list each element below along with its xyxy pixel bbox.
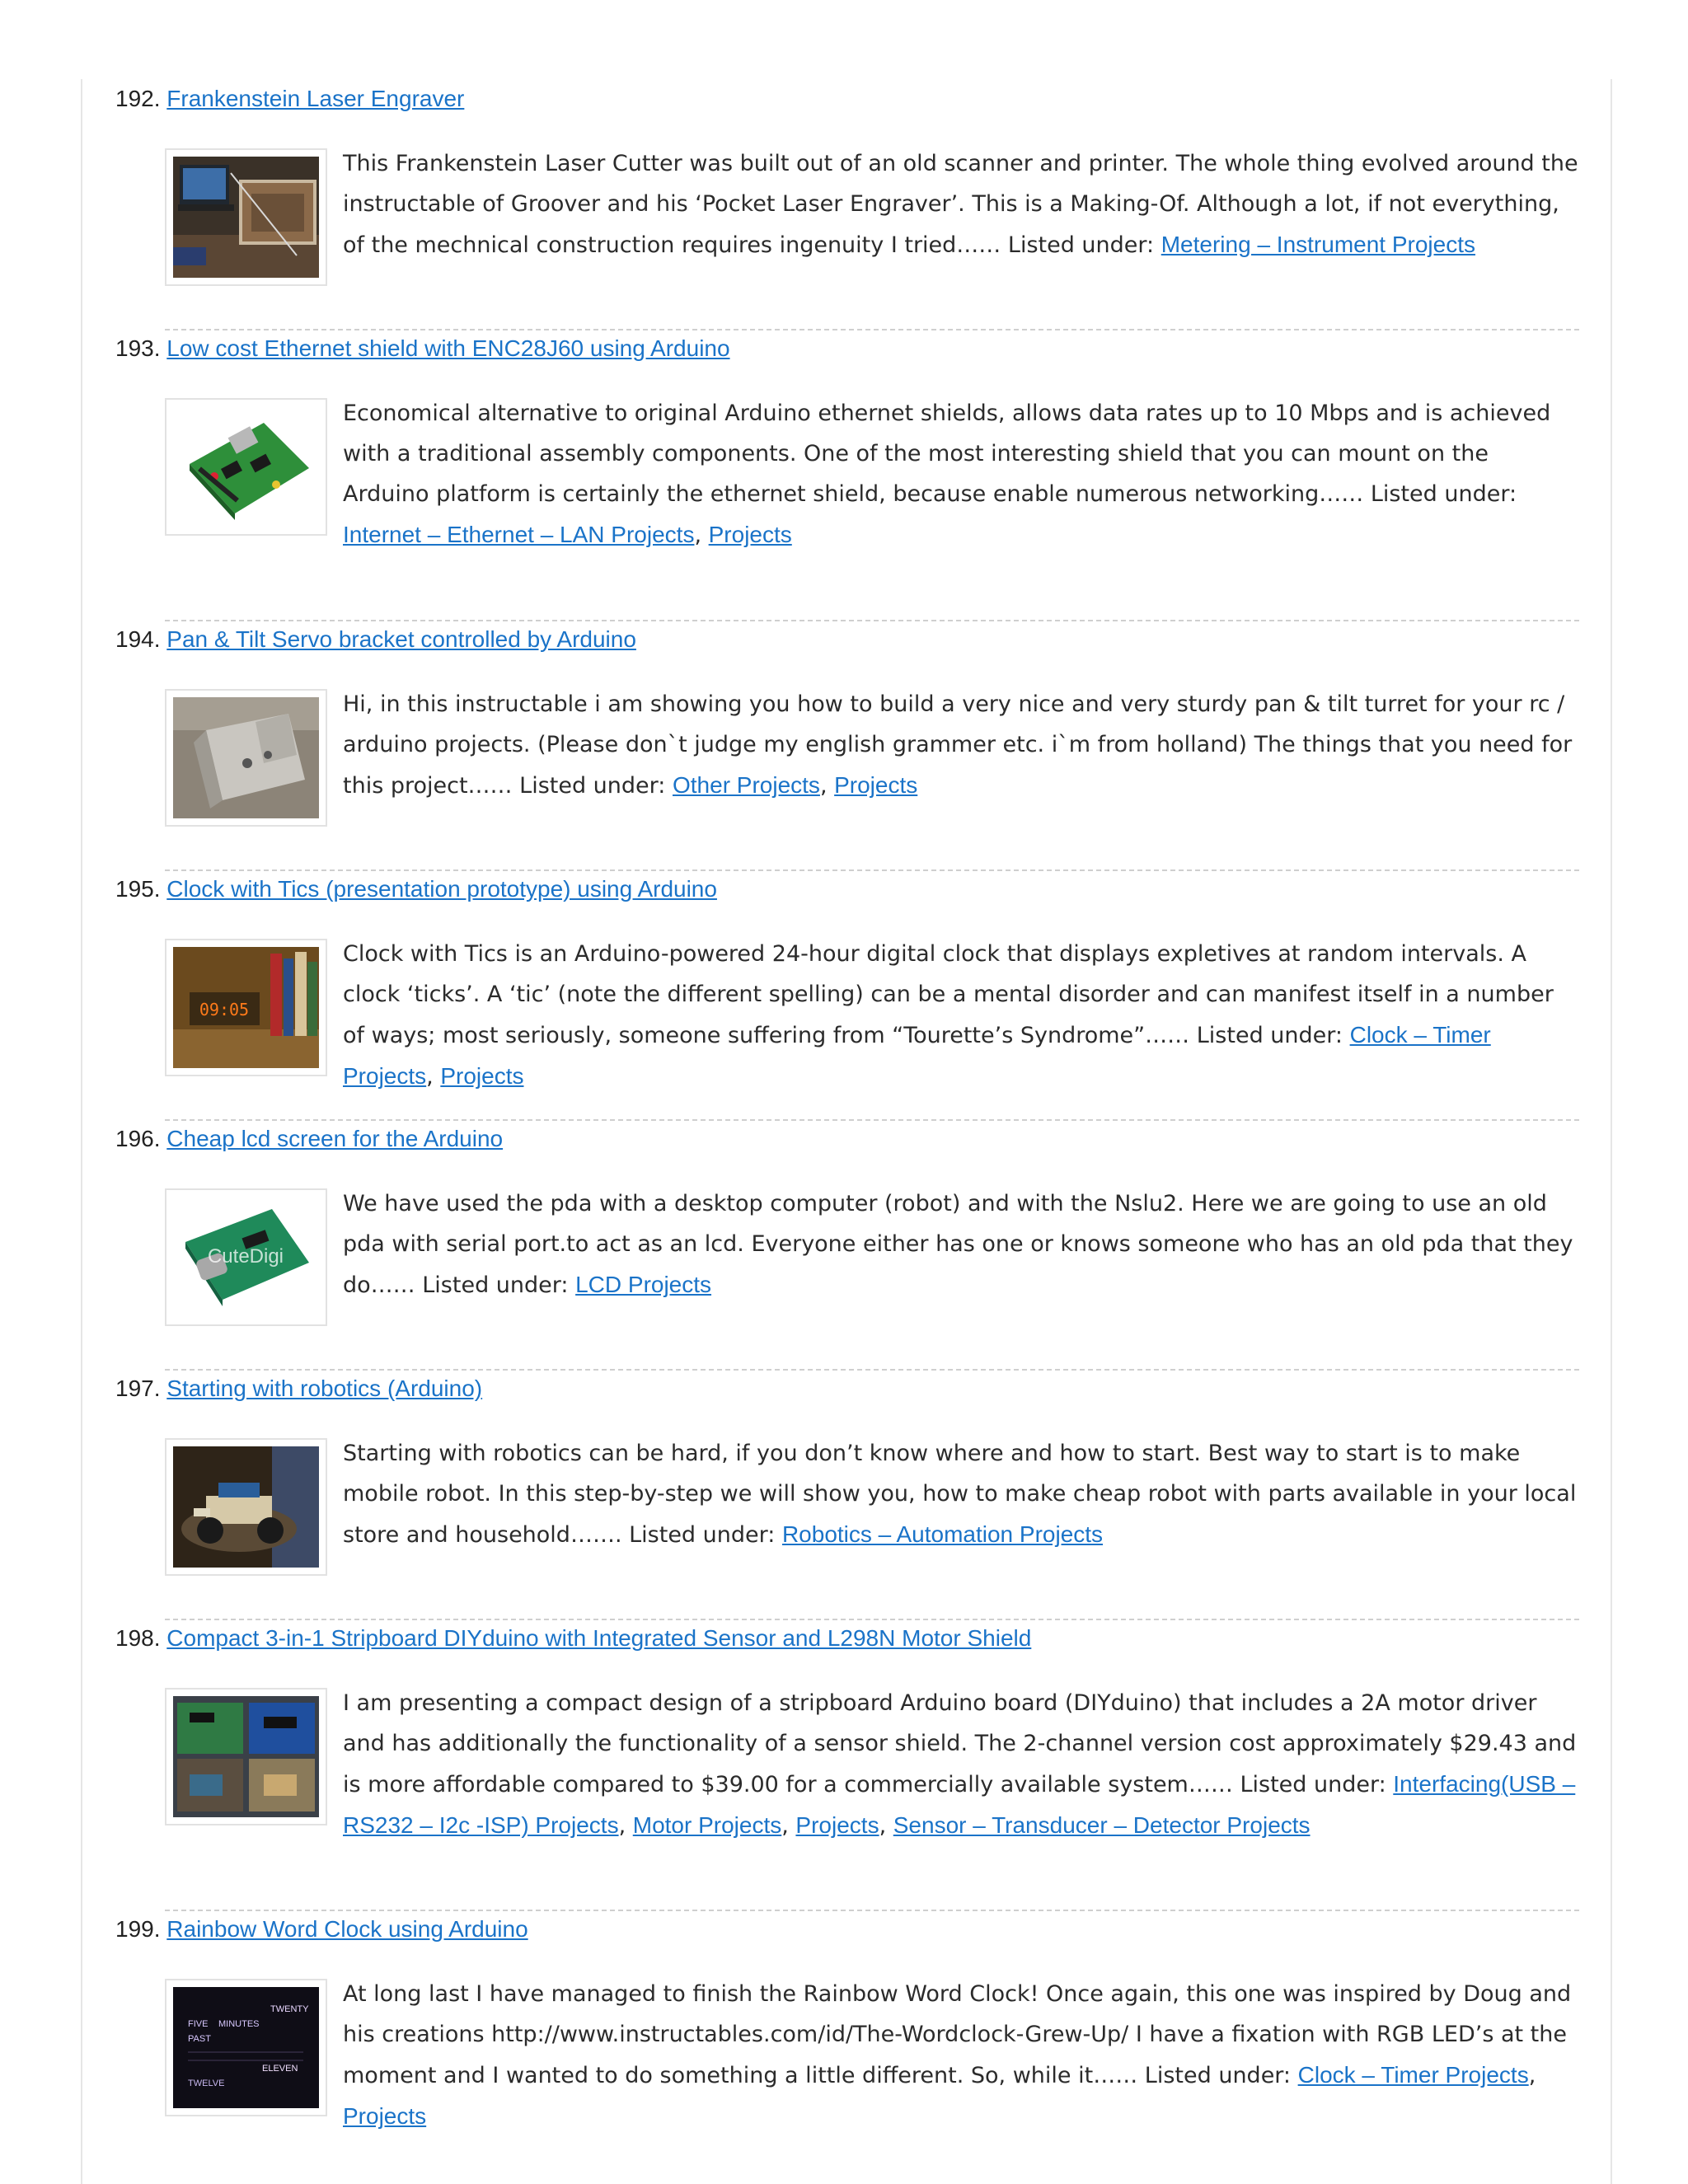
servo-bracket-photo [173, 697, 319, 818]
entry-title-link[interactable]: Frankenstein Laser Engraver [166, 86, 465, 111]
laser-engraver-photo [173, 157, 319, 278]
entry-number: 198. [115, 1625, 161, 1651]
category-link[interactable]: Robotics – Automation Projects [781, 1521, 1104, 1547]
entry-thumbnail[interactable] [165, 148, 327, 286]
list-item [115, 1619, 1579, 1910]
entry-number: 194. [115, 626, 161, 652]
entry-number: 193. [115, 335, 161, 361]
entry-thumbnail[interactable] [165, 689, 327, 827]
entry-number: 197. [115, 1376, 161, 1401]
entry-description: At long last I have managed to finish the Rainbow Word Clock! Once again, this one was inspired by Doug and his creations http://www.instructables.com/id/The-Wordclock-Grew-Up/ I have a fixation with RGB LED’s at the moment and I wanted to do something a little different. So, while it…… Listed under: Clock – Timer Projects, Projects [343, 1981, 1572, 2129]
entry-number: 199. [115, 1916, 161, 1942]
entry-thumbnail[interactable] [165, 398, 327, 536]
entry-heading [115, 1124, 503, 1154]
entry-title-link[interactable]: Starting with robotics (Arduino) [166, 1376, 483, 1401]
category-link[interactable]: Motor Projects [632, 1812, 782, 1838]
clock-display-text: 09:05 [199, 1000, 250, 1019]
entry-heading [115, 334, 730, 363]
clock-tics-photo [173, 947, 319, 1068]
entry-title-link[interactable]: Rainbow Word Clock using Arduino [166, 1916, 528, 1942]
watermark-text: CuteDigi [207, 1245, 284, 1268]
entry-thumbnail[interactable] [165, 1438, 327, 1576]
category-link[interactable]: Clock – Timer Projects [1297, 2062, 1529, 2088]
entry-description-text: We have used the pda with a desktop computer (robot) and with the Nslu2. Here we are going to use an old pda with serial port.to act as an lcd. Everyone either has one or knows someone who has an old pda that they do…… [343, 1191, 1573, 1298]
entry-thumbnail[interactable] [165, 1979, 327, 2116]
list-item [115, 329, 1579, 620]
word-clock-photo [173, 1987, 319, 2108]
entry-description-text: Starting with robotics can be hard, if you don’t know where and how to start. Best way to start is to make mobile robot. In this step-by-step we will show you, how to make cheap robot with parts available in your local store and household……. [343, 1441, 1577, 1548]
clock-word: ELEVEN [262, 2064, 298, 2074]
entry-title-link[interactable]: Cheap lcd screen for the Arduino [166, 1126, 504, 1151]
entry-divider [165, 620, 1579, 621]
entry-thumbnail[interactable] [165, 1188, 327, 1326]
entry-description: Hi, in this instructable i am showing you how to build a very nice and very sturdy pan & tilt turret for your rc / arduino projects. (Please don`t judge my english grammer etc. i`m from holland) The things that you need for this project…… Listed under: Other Projects, Projects [343, 691, 1573, 799]
listed-under-label: Listed under: [519, 773, 666, 799]
entry-description: I am presenting a compact design of a stripboard Arduino board (DIYduino) that includes a 2A motor driver and has additionally the functionality of a sensor shield. The 2-channel version cost approximately $29.43 and is more affordable compared to $39.00 for a commercially available system…… Listed under: Interfacing(USB – RS232 – I2c -ISP) Projects, Motor Projects, Projects, Sensor – Transducer – Detector Projects [343, 1690, 1577, 1839]
clock-word: TWELVE [188, 2079, 225, 2088]
entry-description: Economical alternative to original Arduino ethernet shields, allows data rates up to 10 Mbps and is achieved with a traditional assembly components. One of the most interesting shield that you can mount on the Arduino platform is certainly the ethernet shield, because enable numerous networking…… Listed under: Internet – Ethernet – LAN Projects, Projects [343, 401, 1551, 548]
entry-title-link[interactable]: Pan & Tilt Servo bracket controlled by Arduino [166, 626, 636, 652]
list-item [115, 1910, 1579, 2157]
diyduino-photo [173, 1696, 319, 1817]
entry-description [343, 143, 1579, 265]
clock-word: FIVE [188, 2019, 209, 2029]
category-link[interactable]: Projects [343, 2103, 427, 2129]
entry-description [343, 1433, 1579, 1555]
category-link[interactable]: Projects [834, 772, 918, 798]
category-link[interactable]: Clock – Timer Projects [343, 1022, 1491, 1089]
clock-word: MINUTES [218, 2019, 260, 2029]
entry-divider [165, 1619, 1579, 1620]
entry-description: Clock with Tics is an Arduino-powered 24-hour digital clock that displays expletives at random intervals. A clock ‘ticks’. A ‘tic’ (note the different spelling) can be a mental disorder and can manifest itself in a number of ways; most seriously, someone suffering from “Tourette’s Syndrome”…… Listed under: Clock – Timer Projects, Projects [343, 941, 1554, 1090]
entry-description-text: Clock with Tics is an Arduino-powered 24-hour digital clock that displays expletives at random intervals. A clock ‘ticks’. A ‘tic’ (note the different spelling) can be a mental disorder and can manifest itself in a number of ways; most seriously, someone suffering from “Tourette’s Syndrome”…… [343, 941, 1554, 1048]
entry-heading [115, 625, 636, 654]
entry-divider [165, 1910, 1579, 1911]
content-column [81, 79, 1612, 2184]
list-item [115, 1369, 1579, 1619]
project-list [115, 79, 1579, 2157]
entry-description-text: I am presenting a compact design of a stripboard Arduino board (DIYduino) that includes a 2A motor driver and has additionally the functionality of a sensor shield. The 2-channel version cost approximately $29.43 and is more affordable compared to $39.00 for a commercially available system…… [343, 1690, 1577, 1797]
entry-title-link[interactable]: Compact 3-in-1 Stripboard DIYduino with Integrated Sensor and L298N Motor Shield [166, 1625, 1032, 1651]
category-link[interactable]: Interfacing(USB – RS232 – I2c -ISP) Projects [343, 1771, 1576, 1838]
listed-under-label: Listed under: [1144, 2063, 1292, 2088]
listed-under-label: Listed under: [1196, 1023, 1343, 1048]
listed-under-label: Listed under: [422, 1272, 569, 1298]
list-item [115, 1119, 1579, 1369]
entry-number: 192. [115, 86, 161, 111]
entry-number: 196. [115, 1126, 161, 1151]
clock-word: TWENTY [270, 2004, 309, 2014]
category-link[interactable]: Projects [795, 1812, 879, 1838]
entry-thumbnail[interactable] [165, 939, 327, 1076]
serial-shield-photo [173, 1197, 319, 1318]
listed-under-label: Listed under: [1007, 232, 1155, 258]
listed-under-label: Listed under: [1370, 481, 1517, 507]
listed-under-label: Listed under: [629, 1522, 776, 1548]
listed-under-label: Listed under: [1240, 1772, 1386, 1797]
entry-description-text: This Frankenstein Laser Cutter was built out of an old scanner and printer. The whole thing evolved around the instructable of Groover and his ‘Pocket Laser Engraver’. This is a Making-Of. Although a lot, if not everything, of the mechnical construction requires ingenuity I tried…… [343, 151, 1578, 258]
clock-word: PAST [188, 2034, 211, 2044]
list-item [115, 79, 1579, 329]
category-link[interactable]: LCD Projects [575, 1272, 712, 1297]
entry-title-link[interactable]: Clock with Tics (presentation prototype) using Arduino [166, 876, 717, 902]
entry-divider [165, 1119, 1579, 1121]
category-link[interactable]: Internet – Ethernet – LAN Projects [343, 522, 695, 547]
entry-heading [115, 1624, 1031, 1653]
category-link[interactable]: Projects [708, 522, 792, 547]
entry-description-text: Economical alternative to original Arduino ethernet shields, allows data rates up to 10 Mbps and is achieved with a traditional assembly components. One of the most interesting shield that you can mount on the Arduino platform is certainly the ethernet shield, because enable numerous networking…… [343, 401, 1551, 507]
entry-number: 195. [115, 876, 161, 902]
entry-description-text: Hi, in this instructable i am showing you how to build a very nice and very sturdy pan & tilt turret for your rc / arduino projects. (Please don`t judge my english grammer etc. i`m from holland) The things that you need for this project…… [343, 691, 1573, 799]
entry-heading [115, 1915, 528, 1944]
category-link[interactable]: Metering – Instrument Projects [1160, 232, 1476, 257]
list-item [115, 869, 1579, 1119]
entry-divider [165, 1369, 1579, 1371]
entry-description [343, 1183, 1579, 1305]
category-link[interactable]: Projects [440, 1063, 524, 1089]
category-link[interactable]: Sensor – Transducer – Detector Projects [893, 1812, 1311, 1838]
list-item [115, 620, 1579, 869]
entry-divider [165, 329, 1579, 330]
entry-thumbnail[interactable] [165, 1688, 327, 1825]
entry-heading [115, 1374, 482, 1404]
entry-title-link[interactable]: Low cost Ethernet shield with ENC28J60 using Arduino [166, 335, 730, 361]
entry-description-text: At long last I have managed to finish the Rainbow Word Clock! Once again, this one was inspired by Doug and his creations http://www.instructables.com/id/The-Wordclock-Grew-Up/ I have a fixation with RGB LED’s at the moment and I wanted to do something a little different. So, while it…… [343, 1981, 1572, 2088]
entry-divider [165, 869, 1579, 871]
entry-heading [115, 874, 717, 904]
entry-heading [115, 84, 464, 114]
robot-photo [173, 1446, 319, 1568]
category-link[interactable]: Other Projects [672, 772, 820, 798]
ethernet-shield-photo [173, 406, 319, 527]
